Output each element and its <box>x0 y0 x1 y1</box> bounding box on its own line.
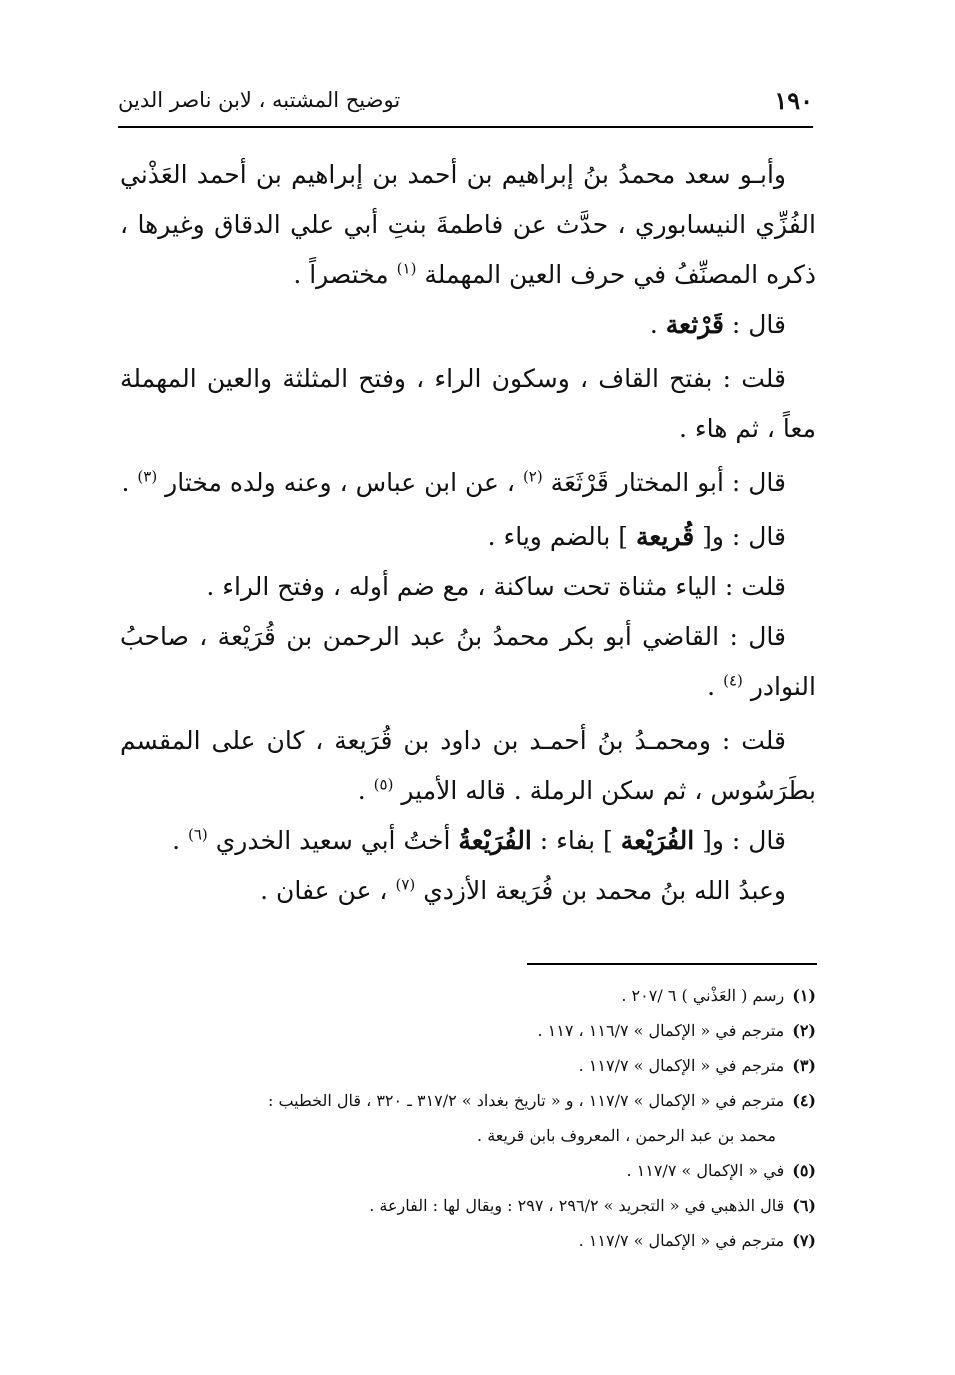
footnote-4-continuation: محمد بن عبد الرحمن ، المعروف بابن قريعة . <box>477 1126 776 1145</box>
paragraph-7: قال : القاضي أبو بكر محمدُ بنُ عبد الرحمن بن قُرَيْعة ، صاحبُ النوادر $^{(٤)}$ . <box>120 622 816 701</box>
running-title: توضيح المشتبه ، لابن ناصر الدين <box>118 88 401 112</box>
paragraph-1: وأبـو سعد محمدُ بنُ إبراهيم بن أحمد بن إبراهيم بن أحمد العَذْني الفُزِّي النيسابوري ، حدَّث عن فاطمةَ بنتِ أبي علي الدقاق وغيرها ، ذكره المصنِّفُ في حرف العين المهملة $^{(١)}$ مختصراً . <box>120 160 816 289</box>
footnote-divider <box>527 963 817 965</box>
footnote-6: (٦)قال الذهبي في « التجريد » ٢٩٦/٢ ، ٢٩٧ : ويقال لها : الفارعة . <box>369 1196 816 1215</box>
footnote-ref-7[interactable]: (٧) <box>395 875 416 894</box>
footnotes <box>124 978 816 1258</box>
paragraph-6: قلت : الياء مثناة تحت ساكنة ، مع ضم أوله ، وفتح الراء . <box>206 572 786 601</box>
page-header <box>118 86 813 128</box>
footnote-7: (٧)مترجم في « الإكمال » ١١٧/٧ . <box>578 1231 816 1250</box>
main-text <box>120 150 816 916</box>
paragraph-2: قال : قَرْثعة . <box>649 310 786 339</box>
paragraph-4: قال : أبو المختار قَرْثَعَة $^{(٢)}$ ، عن ابن عباس ، وعنه ولده مختار $^{(٣)}$ . <box>121 467 786 497</box>
footnote-ref-5[interactable]: (٥) <box>373 775 394 794</box>
paragraph-5: قال : و[ قُريعة ] بالضم وياء . <box>487 522 786 551</box>
headword: قَرْثعة <box>665 310 724 339</box>
footnote-3: (٣)مترجم في « الإكمال » ١١٧/٧ . <box>578 1056 816 1075</box>
footnote-2: (٢)مترجم في « الإكمال » ١١٦/٧ ، ١١٧ . <box>537 1021 816 1040</box>
footnote-ref-3[interactable]: (٣) <box>137 467 158 486</box>
paragraph-9: قال : و[ الفُرَيْعة ] بفاء : الفُرَيْعةُ أختُ أبي سعيد الخدري $^{(٦)}$ . <box>172 825 786 855</box>
paragraph-3: قلت : بفتح القاف ، وسكون الراء ، وفتح المثلثة والعين المهملة معاً ، ثم هاء . <box>120 364 816 443</box>
page-number: ١٩٠ <box>774 86 813 115</box>
footnote-ref-1[interactable]: (١) <box>396 259 417 278</box>
paragraph-8: قلت : ومحمـدُ بنُ أحمـد بن داود بن قُرَيعة ، كان على المقسم بطَرَسُوس ، ثم سكن الرملة . قاله الأمير $^{(٥)}$ . <box>120 726 816 805</box>
footnote-ref-2[interactable]: (٢) <box>522 467 543 486</box>
headword: الفُرَيْعةُ <box>458 826 532 855</box>
footnote-5: (٥)في « الإكمال » ١١٧/٧ . <box>626 1161 816 1180</box>
headword: قُريعة <box>636 522 695 551</box>
footnote-1: (١)رسم ( العَذْني ) ٦ /٢٠٧ . <box>621 986 816 1005</box>
footnote-ref-6[interactable]: (٦) <box>187 825 208 844</box>
paragraph-10: وعبدُ الله بنُ محمد بن فُرَيعة الأزدي $^{(٧)}$ ، عن عفان . <box>260 875 786 905</box>
headword: الفُرَيْعة <box>620 826 695 855</box>
footnote-4: (٤)مترجم في « الإكمال » ١١٧/٧ ، و « تاريخ بغداد » ٣١٧/٢ ـ ٣٢٠ ، قال الخطيب : <box>267 1091 816 1110</box>
footnote-ref-4[interactable]: (٤) <box>723 671 743 690</box>
